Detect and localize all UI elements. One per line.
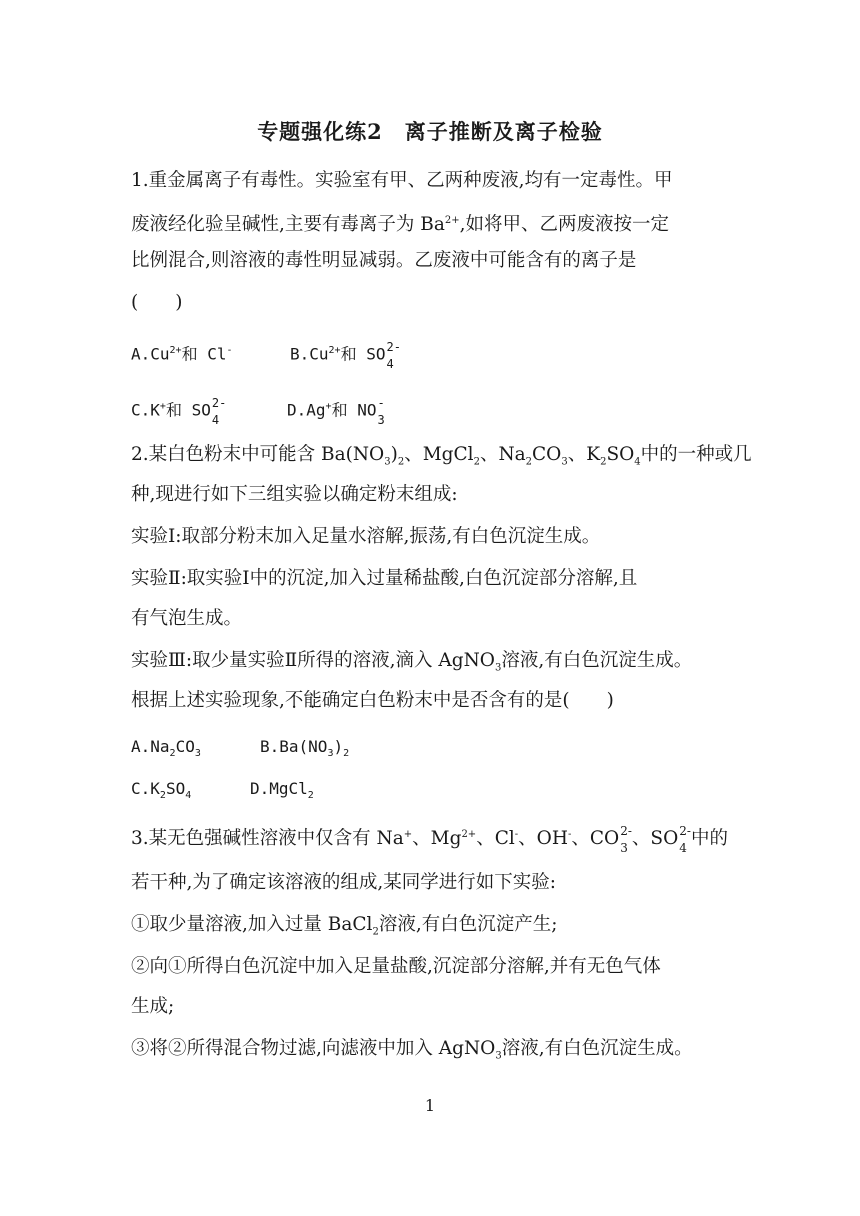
- q2-line-7: 根据上述实验现象,不能确定白色粉末中是否含有的是( ): [131, 690, 614, 711]
- q2-line-6: 实验Ⅲ:取少量实验Ⅱ所得的溶液,滴入 AgNO$_3$溶液,有白色沉淀生成。: [131, 650, 693, 674]
- q2-line-1: 2.某白色粉末中可能含 $Ba(NO_3)_2$、MgCl$_2$、$Na_2CO_3$、$K_2SO_4$中的一种或几: [131, 444, 752, 468]
- q2-line-2: 种,现进行如下三组实验以确定粉末组成:: [131, 484, 458, 505]
- q2-line-4: 实验Ⅱ:取实验Ⅰ中的沉淀,加入过量稀盐酸,白色沉淀部分溶解,且: [131, 568, 638, 589]
- q2-line-3: 实验Ⅰ:取部分粉末加入足量水溶解,振荡,有白色沉淀生成。: [131, 526, 601, 547]
- q1-line-4: ( ): [131, 292, 183, 313]
- q1-line-3: 比例混合,则溶液的毒性明显减弱。乙废液中可能含有的离子是: [131, 250, 637, 271]
- q3-line-3: ①取少量溶液,加入过量 BaCl$_2$溶液,有白色沉淀产生;: [131, 914, 558, 938]
- q3-line-5: 生成;: [131, 996, 175, 1017]
- q3-line-4: ②向①所得白色沉淀中加入足量盐酸,沉淀部分溶解,并有无色气体: [131, 956, 661, 977]
- q2-option-c: $C.K_2SO_4$: [131, 779, 192, 802]
- q1-line-1: 1.重金属离子有毒性。实验室有甲、乙两种废液,均有一定毒性。甲: [131, 170, 673, 191]
- q2-line-5: 有气泡生成。: [131, 608, 243, 629]
- q1-option-b: $B.Cu^{2+}$和 SO 2- 4: [290, 339, 401, 371]
- q1-option-a: $A.Cu^{2+}$和 Cl-: [131, 344, 233, 364]
- q1-option-c: C.K+和 SO 2- 4: [131, 395, 227, 427]
- q3-line-6: ③将②所得混合物过滤,向滤液中加入 AgNO$_3$溶液,有白色沉淀生成。: [131, 1038, 693, 1062]
- q2-option-d: D.MgCl$_2$: [250, 779, 314, 802]
- q1-option-d: D.Ag+和 NO - 3: [287, 395, 385, 427]
- q3-line-1: 3.某无色强碱性溶液中仅含有 Na+、$Mg^{2+}$、Cl-、OH-、CO 2- 3 、SO 2- 4 中的: [131, 824, 728, 856]
- q2-option-a: $A.Na_2CO_3$: [131, 737, 201, 760]
- q2-option-b: $B.Ba(NO_3)_2$: [260, 737, 350, 760]
- q3-line-2: 若干种,为了确定该溶液的组成,某同学进行如下实验:: [131, 872, 556, 893]
- page-title: 专题强化练2 离子推断及离子检验: [257, 119, 603, 144]
- page-number: 1: [424, 1096, 436, 1115]
- q1-line-2: 废液经化验呈碱性,主要有毒离子为 $Ba^{2+}$,如将甲、乙两废液按一定: [131, 214, 670, 236]
